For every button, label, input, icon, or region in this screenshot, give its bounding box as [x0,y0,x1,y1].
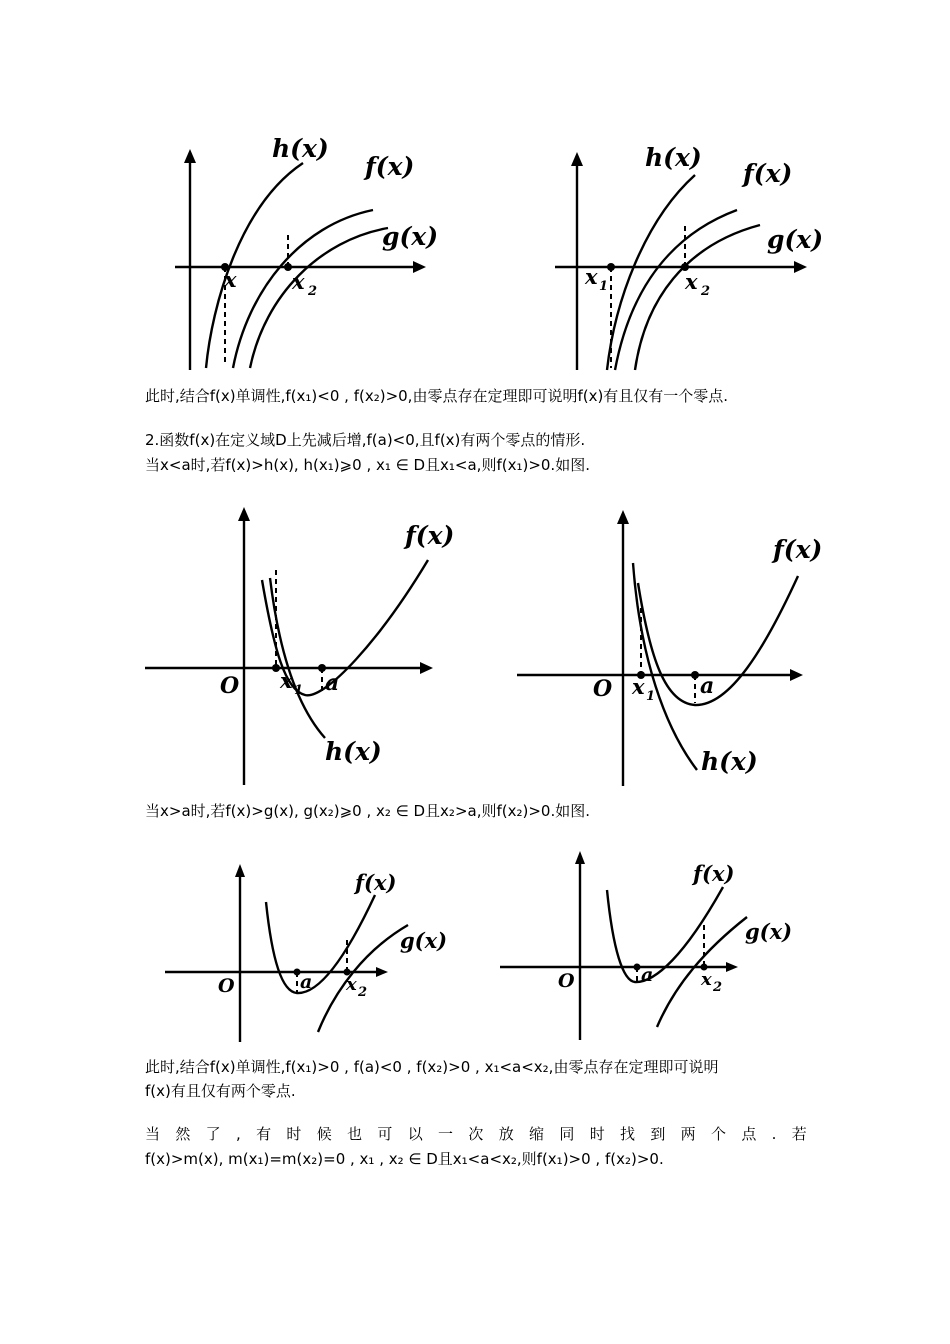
p6a-char: 同 [559,1125,575,1143]
p6a-char: 若 [791,1125,807,1143]
curve-h [633,563,697,770]
curve-f [615,210,737,370]
x-axis-arrow [420,662,433,674]
p6a-char: 当 [145,1125,161,1143]
curve-f [638,576,798,705]
label-a: a [300,971,313,993]
p6a-char: 两 [680,1125,696,1143]
p6a-char: 可 [377,1125,393,1143]
x-axis-arrow [794,261,807,273]
point-x1 [272,664,280,672]
label-x1: x [585,264,598,289]
x-axis-arrow [726,962,738,972]
curve-g [635,225,760,370]
p6a-char: 个 [711,1125,727,1143]
paragraph-6a [145,1124,807,1145]
label-f: f(x) [743,159,793,188]
label-x2: x [685,269,698,294]
label-g: g(x) [382,222,439,251]
p6a-char: 时 [286,1125,302,1143]
paragraph-4: 当x>a时,若f(x)>g(x), g(x₂)⩾0 , x₂ ∈ D且x₂>a,则f(x₂)>0.如图. [145,802,590,820]
p6a-char: 一 [438,1125,454,1143]
label-x1-sub: 1 [646,689,656,704]
curve-g [250,228,388,368]
label-x1: x [224,267,237,292]
label-g: g(x) [400,928,448,953]
y-axis-arrow [575,851,585,864]
label-f: f(x) [355,870,397,895]
label-x2-sub: 2 [308,284,318,299]
label-x1: x [632,674,645,699]
point-a [634,964,641,971]
p6a-char: 时 [589,1125,605,1143]
y-axis-arrow [617,510,629,524]
label-x2: x [346,974,357,995]
p6a-char: 缩 [529,1125,545,1143]
label-f: f(x) [773,535,823,564]
paragraph-5a: 此时,结合f(x)单调性,f(x₁)>0 , f(a)<0 , f(x₂)>0 , x₁<a<x₂,由零点存在定理即可说明 [145,1058,719,1076]
figure-decrease-increase-g-right [495,845,805,1045]
curve-h [607,175,695,370]
curve-g [318,925,408,1032]
label-h: h(x) [645,143,702,172]
p6a-char: 点 [741,1125,757,1143]
p6a-char: 有 [256,1125,272,1143]
label-f: f(x) [693,861,735,886]
label-origin: O [593,676,613,702]
label-f: f(x) [365,152,415,181]
paragraph-6b: f(x)>m(x), m(x₁)=m(x₂)=0 , x₁ , x₂ ∈ D且x₁<a<x₂,则f(x₁)>0 , f(x₂)>0. [145,1150,664,1168]
p6a-char: 以 [407,1125,423,1143]
label-x2-sub: 2 [713,980,723,995]
figure-decrease-increase-g-left [160,850,460,1050]
figure-increasing-right [545,130,835,380]
p6a-char: 到 [650,1125,666,1143]
paragraph-3: 当x<a时,若f(x)>h(x), h(x₁)⩾0 , x₁ ∈ D且x₁<a,则f(x₁)>0.如图. [145,456,590,474]
label-h: h(x) [325,737,382,766]
paragraph-1: 此时,结合f(x)单调性,f(x₁)<0 , f(x₂)>0,由零点存在定理即可说明f(x)有且仅有一个零点. [145,387,729,405]
p6a-char: . [771,1125,777,1143]
p6a-char: 找 [620,1125,636,1143]
label-x2-sub: 2 [358,985,368,1000]
point-x1 [607,263,615,271]
point-a [691,671,699,679]
label-h: h(x) [701,747,758,776]
label-a: a [325,670,340,696]
y-axis-arrow [184,149,196,163]
label-x2-sub: 2 [701,284,711,299]
p6a-char: 候 [316,1125,332,1143]
label-origin: O [220,673,240,699]
figure-increasing-left [160,125,450,380]
label-x1-sub: 1 [599,279,609,294]
p6a-char: 了 [205,1125,221,1143]
label-f: f(x) [405,521,455,550]
label-x2: x [292,269,305,294]
point-x2 [284,263,292,271]
label-x2: x [701,969,712,990]
paragraph-2: 2.函数f(x)在定义域D上先减后增,f(a)<0,且f(x)有两个零点的情形. [145,431,586,449]
label-x1: x [280,668,293,693]
p6a-char: 也 [347,1125,363,1143]
label-h: h(x) [272,134,329,163]
p6a-char: 然 [175,1125,191,1143]
label-x1-sub: 1 [294,683,304,698]
x-axis-arrow [790,669,803,681]
label-a: a [641,964,654,986]
y-axis-arrow [238,507,250,521]
x-axis-arrow [413,261,426,273]
label-g: g(x) [767,225,824,254]
y-axis-arrow [235,864,245,877]
p6a-char: 次 [468,1125,484,1143]
figure-decrease-increase-h-left [140,500,470,795]
label-origin: O [218,975,235,997]
x-axis-arrow [376,967,388,977]
label-g: g(x) [745,919,793,944]
y-axis-arrow [571,152,583,166]
curve-f [266,895,375,993]
label-origin: O [558,970,575,992]
p6a-char: 放 [498,1125,514,1143]
p6a-char: , [235,1125,241,1143]
paragraph-5b: f(x)有且仅有两个零点. [145,1082,296,1100]
figure-decrease-increase-h-right [515,508,845,793]
label-a: a [700,673,715,699]
